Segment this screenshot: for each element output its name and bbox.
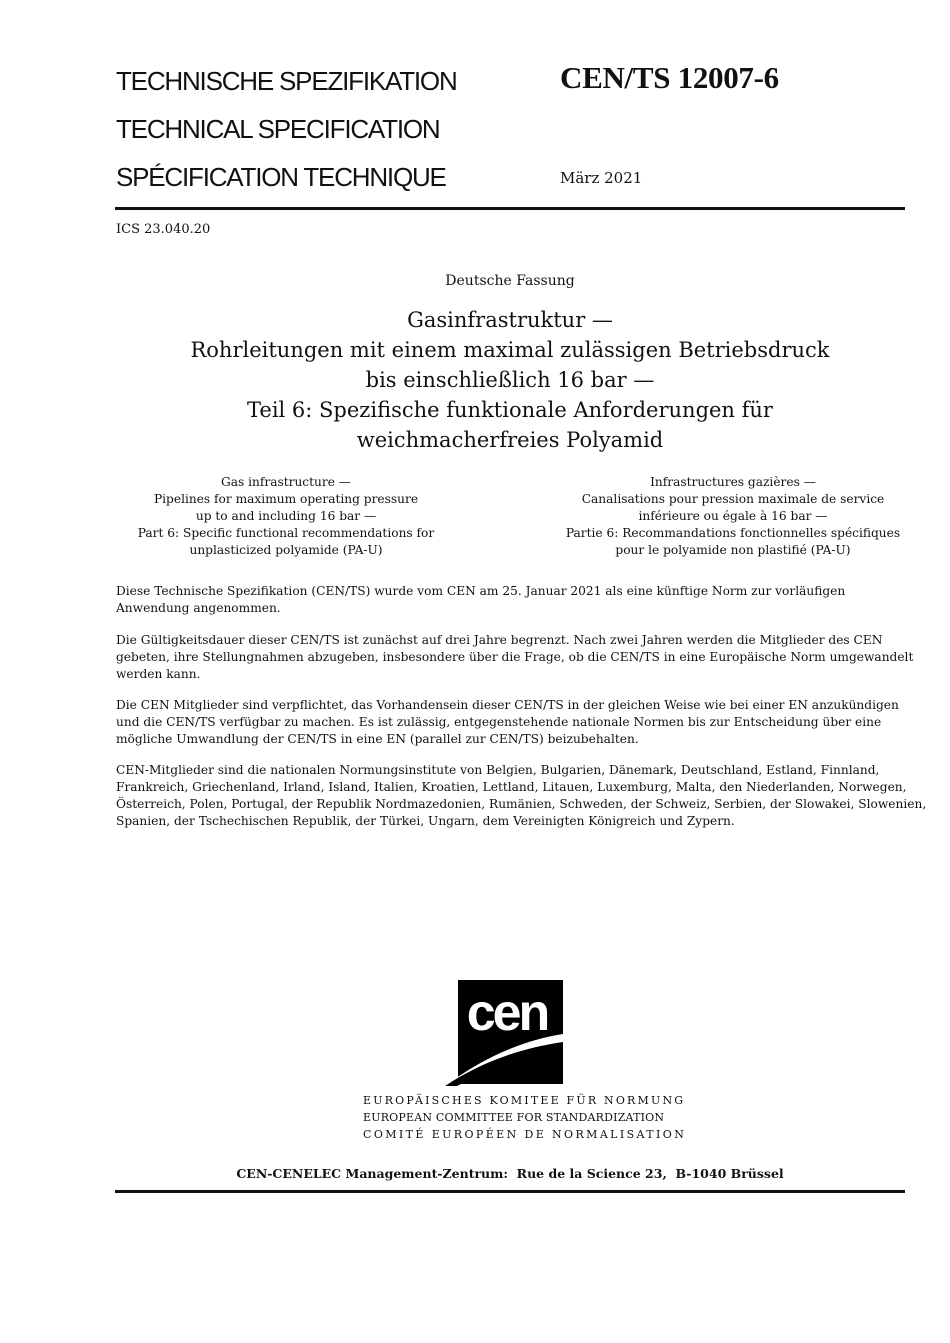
main-title [110, 305, 910, 455]
document-date: März 2021 [560, 169, 643, 187]
paragraph-line: Die Gültigkeitsdauer dieser CEN/TS ist zunächst auf drei Jahre begrenzt. Nach zwei Jahren werden die Mitglieder des CEN [116, 633, 883, 647]
french-title [560, 474, 906, 559]
french-title-line: inférieure ou égale à 16 bar — [638, 509, 828, 523]
title-line: Gasinfrastruktur — [407, 308, 613, 332]
english-title-line: Gas infrastructure — [221, 475, 351, 489]
french-title-line: pour le polyamide non plastifié (PA-U) [615, 543, 851, 557]
french-title-line: Infrastructures gazières — [650, 475, 816, 489]
spec-type-german: TECHNISCHE SPEZIFIKATION [116, 66, 457, 96]
title-line: bis einschließlich 16 bar — [365, 368, 655, 392]
management-centre-address: CEN-CENELEC Management-Zentrum: Rue de la Science 23, B-1040 Brüssel [236, 1166, 784, 1181]
ics-code: ICS 23.040.20 [116, 222, 211, 237]
paragraph-line: Frankreich, Griechenland, Irland, Island, Italien, Kroatien, Lettland, Litauen, Luxemburg, Malta, den Niederlanden, Norwegen, [116, 780, 907, 794]
paragraph-line: und die CEN/TS verfügbar zu machen. Es ist zulässig, entgegenstehende nationale Normen bis zur Entscheidung über eine [116, 715, 882, 729]
paragraph-line: Anwendung angenommen. [116, 601, 281, 615]
english-title-line: Part 6: Specific functional recommendations for [137, 526, 435, 540]
committee-name-english: EUROPEAN COMMITTEE FOR STANDARDIZATION [363, 1111, 665, 1124]
english-title-line: Pipelines for maximum operating pressure [153, 492, 419, 506]
cen-logo-icon [445, 978, 563, 1086]
footer-divider [115, 1190, 905, 1193]
version-label: Deutsche Fassung [445, 273, 575, 289]
header-divider [115, 207, 905, 210]
paragraph-line: gebeten, ihre Stellungnahmen abzugeben, insbesondere über die Frage, ob die CEN/TS in eine Europäische Norm umgewandelt [116, 650, 914, 664]
paragraph-line: werden kann. [116, 667, 201, 681]
french-title-line: Canalisations pour pression maximale de service [581, 492, 885, 506]
spec-type-french: SPÉCIFICATION TECHNIQUE [116, 162, 446, 192]
paragraph-obligations [116, 697, 906, 748]
paragraph-line: Österreich, Polen, Portugal, der Republik Nordmazedonien, Rumänien, Schweden, der Schweiz, Serbien, der Slowakei, Slowenien, [116, 797, 927, 811]
paragraph-line: Diese Technische Spezifikation (CEN/TS) wurde vom CEN am 25. Januar 2021 als eine künftige Norm zur vorläufigen [116, 584, 846, 598]
paragraph-line: mögliche Umwandlung der CEN/TS in eine EN (parallel zur CEN/TS) beizubehalten. [116, 732, 639, 746]
paragraph-adoption [116, 583, 906, 617]
paragraph-line: Die CEN Mitglieder sind verpflichtet, das Vorhandensein dieser CEN/TS in der gleichen Weise wie bei einer EN anzukündigen [116, 698, 899, 712]
paragraph-members [116, 762, 927, 830]
english-title-line: up to and including 16 bar — [195, 509, 377, 523]
title-line: weichmacherfreies Polyamid [356, 428, 664, 452]
french-title-line: Partie 6: Recommandations fonctionnelles spécifiques [565, 526, 901, 540]
paragraph-line: Spanien, der Tschechischen Republik, der Türkei, Ungarn, dem Vereinigten Königreich und Zypern. [116, 814, 735, 828]
document-number: CEN/TS 12007-6 [560, 60, 779, 95]
title-line: Teil 6: Spezifische funktionale Anforderungen für [247, 398, 773, 422]
english-title-line: unplasticized polyamide (PA-U) [189, 543, 383, 557]
paragraph-validity [116, 632, 914, 683]
english-title [116, 474, 456, 559]
committee-name-german: EUROPÄISCHES KOMITEE FÜR NORMUNG [363, 1094, 686, 1107]
paragraph-line: CEN-Mitglieder sind die nationalen Normungsinstitute von Belgien, Bulgarien, Dänemark, Deutschland, Estland, Finnland, [116, 763, 880, 777]
committee-name-french: COMITÉ EUROPÉEN DE NORMALISATION [363, 1128, 687, 1141]
cen-logo-text: cen [466, 984, 548, 1042]
title-line: Rohrleitungen mit einem maximal zulässigen Betriebsdruck [190, 338, 830, 362]
spec-type-english: TECHNICAL SPECIFICATION [116, 114, 440, 144]
